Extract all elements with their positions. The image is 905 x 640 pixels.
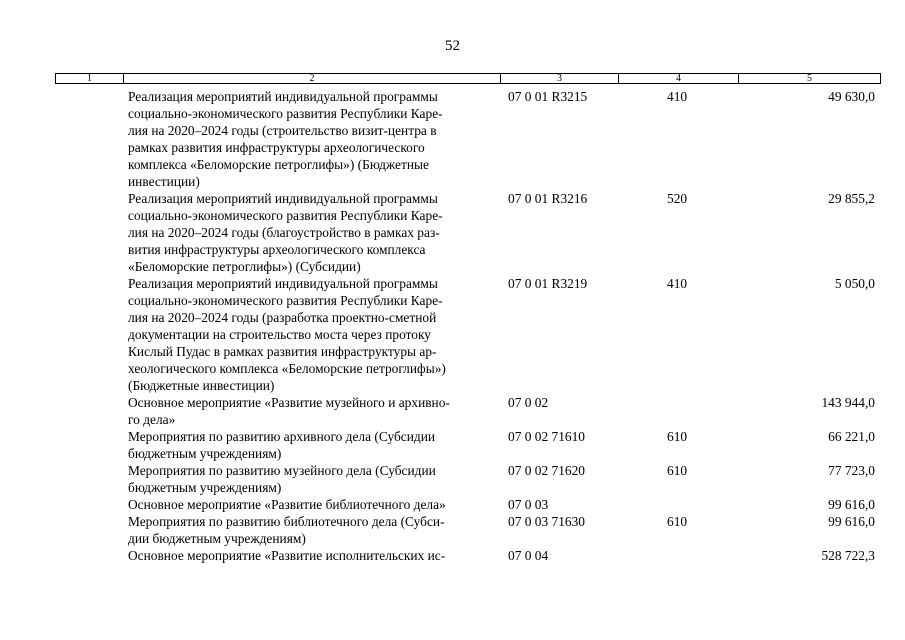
row-name: Реализация мероприятий индивидуальной программы социально-экономического развития Республики Каре- лия на 2020–2024 годы (благоустройство в рамках раз- вития инфраструктуры археологического комплекса «Беломорские петроглифы») (Субсидии) <box>128 191 443 274</box>
row-code: 07 0 03 71630 <box>508 514 585 529</box>
row-name: Основное мероприятие «Развитие библиотечного дела» <box>128 497 446 512</box>
row-code: 07 0 01 R3219 <box>508 276 588 291</box>
row-name: Реализация мероприятий индивидуальной программы социально-экономического развития Республики Каре- лия на 2020–2024 годы (строительство визит-центра в рамках развития инфраструктуры археологического комплекса «Беломорские петроглифы») (Бюджетные инвестиции) <box>128 89 443 189</box>
column-header-2: 2 <box>124 74 501 83</box>
table-header-row <box>55 73 881 84</box>
row-expense-type: 610 <box>667 514 688 529</box>
row-amount: 29 855,2 <box>828 191 875 206</box>
column-header-3: 3 <box>501 74 619 83</box>
row-amount: 49 630,0 <box>828 89 875 104</box>
column-header-5: 5 <box>807 73 812 84</box>
row-name: Реализация мероприятий индивидуальной программы социально-экономического развития Республики Каре- лия на 2020–2024 годы (разработка проектно-сметной документации на строительство моста через протоку Кислый Пудас в рамках развития инфраструктуры ар- хеологического комплекса «Беломорские петроглифы») (Бюджетные инвестиции) <box>128 276 446 393</box>
table-row <box>0 275 905 394</box>
row-expense-type: 610 <box>667 429 688 444</box>
column-header-4: 4 <box>619 74 739 83</box>
table-row <box>0 394 905 428</box>
row-amount: 5 050,0 <box>834 276 875 291</box>
page-number: 52 <box>445 38 460 54</box>
row-amount: 99 616,0 <box>828 497 875 512</box>
row-expense-type: 610 <box>667 463 688 478</box>
table-row <box>0 428 905 462</box>
table-row <box>0 513 905 547</box>
row-name: Основное мероприятие «Развитие музейного и архивно- го дела» <box>128 395 450 427</box>
row-name: Основное мероприятие «Развитие исполнительских ис- <box>128 548 446 563</box>
row-code: 07 0 02 71610 <box>508 429 585 444</box>
table-row <box>0 496 905 513</box>
table-row <box>0 547 905 564</box>
table-row <box>0 462 905 496</box>
row-code: 07 0 01 R3215 <box>508 89 588 104</box>
row-expense-type: 520 <box>667 191 688 206</box>
row-amount: 66 221,0 <box>828 429 875 444</box>
row-amount: 77 723,0 <box>828 463 875 478</box>
row-amount: 143 944,0 <box>821 395 875 410</box>
row-name: Мероприятия по развитию библиотечного дела (Субси- дии бюджетным учреждениям) <box>128 514 445 546</box>
row-amount: 99 616,0 <box>828 514 875 529</box>
column-header-1: 1 <box>56 74 124 83</box>
row-code: 07 0 04 <box>508 548 549 563</box>
row-name: Мероприятия по развитию музейного дела (Субсидии бюджетным учреждениям) <box>128 463 436 495</box>
table-body <box>0 88 905 564</box>
row-code: 07 0 02 71620 <box>508 463 585 478</box>
row-code: 07 0 02 <box>508 395 549 410</box>
row-amount: 528 722,3 <box>821 548 875 563</box>
row-code: 07 0 03 <box>508 497 549 512</box>
row-code: 07 0 01 R3216 <box>508 191 588 206</box>
row-name: Мероприятия по развитию архивного дела (Субсидии бюджетным учреждениям) <box>128 429 436 461</box>
table-row <box>0 190 905 275</box>
row-expense-type: 410 <box>667 276 688 291</box>
table-row <box>0 88 905 190</box>
row-expense-type: 410 <box>667 89 688 104</box>
